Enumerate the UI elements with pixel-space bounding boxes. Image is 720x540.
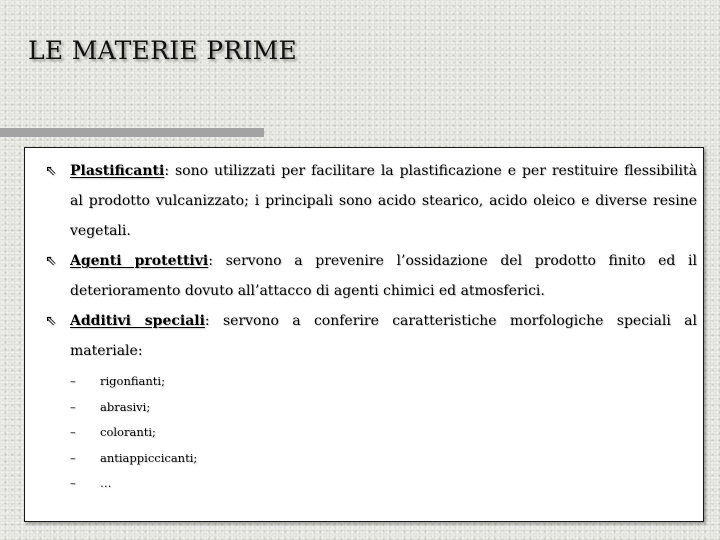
bullet-agenti-protettivi [45, 246, 697, 306]
bullet-text: : servono a conferire caratteristiche morfologiche speciali al materiale: [70, 313, 698, 359]
bullet-plastificanti [45, 156, 697, 246]
sub-item-label: … [100, 476, 112, 490]
sub-item-label: coloranti; [100, 425, 156, 439]
dash-bullet-icon: – [70, 425, 76, 439]
arrow-bullet-icon: ⇖ [45, 163, 57, 179]
bullet-term: Additivi speciali [70, 313, 205, 329]
title-divider [0, 128, 264, 137]
sub-item-label: rigonfianti; [100, 374, 165, 388]
bullet-text: : sono utilizzati per facilitare la plastificazione e per restituire flessibilità al prodotto vulcanizzato; i principali sono acido stearico, acido oleico e diverse resine vegetali. [70, 163, 697, 239]
bullet-additivi-speciali [45, 306, 697, 497]
arrow-bullet-icon: ⇖ [45, 253, 57, 269]
sub-item-abrasivi [70, 395, 697, 421]
dash-bullet-icon: – [70, 450, 76, 465]
bullet-text: : servono a prevenire l’ossidazione del prodotto finito ed il deterioramento dovuto all’attacco di agenti chimici ed atmosferici. [70, 253, 698, 299]
sub-item-label: antiappiccicanti; [100, 450, 198, 465]
sub-item-antiappiccicanti [70, 446, 697, 472]
sub-item-label: abrasivi; [100, 399, 151, 414]
dash-bullet-icon: – [70, 374, 76, 388]
content-box [24, 147, 704, 522]
slide-title: LE MATERIE PRIME [28, 36, 298, 65]
dash-bullet-icon: – [70, 476, 76, 490]
sub-list [70, 369, 697, 497]
sub-item-ellipsis [70, 471, 697, 497]
sub-item-rigonfianti [70, 369, 697, 395]
bullet-term: Plastificanti [70, 163, 165, 179]
dash-bullet-icon: – [70, 399, 76, 414]
bullet-term: Agenti protettivi [70, 253, 209, 269]
bullet-list [45, 156, 697, 497]
arrow-bullet-icon: ⇖ [45, 313, 57, 329]
sub-item-coloranti [70, 420, 697, 446]
